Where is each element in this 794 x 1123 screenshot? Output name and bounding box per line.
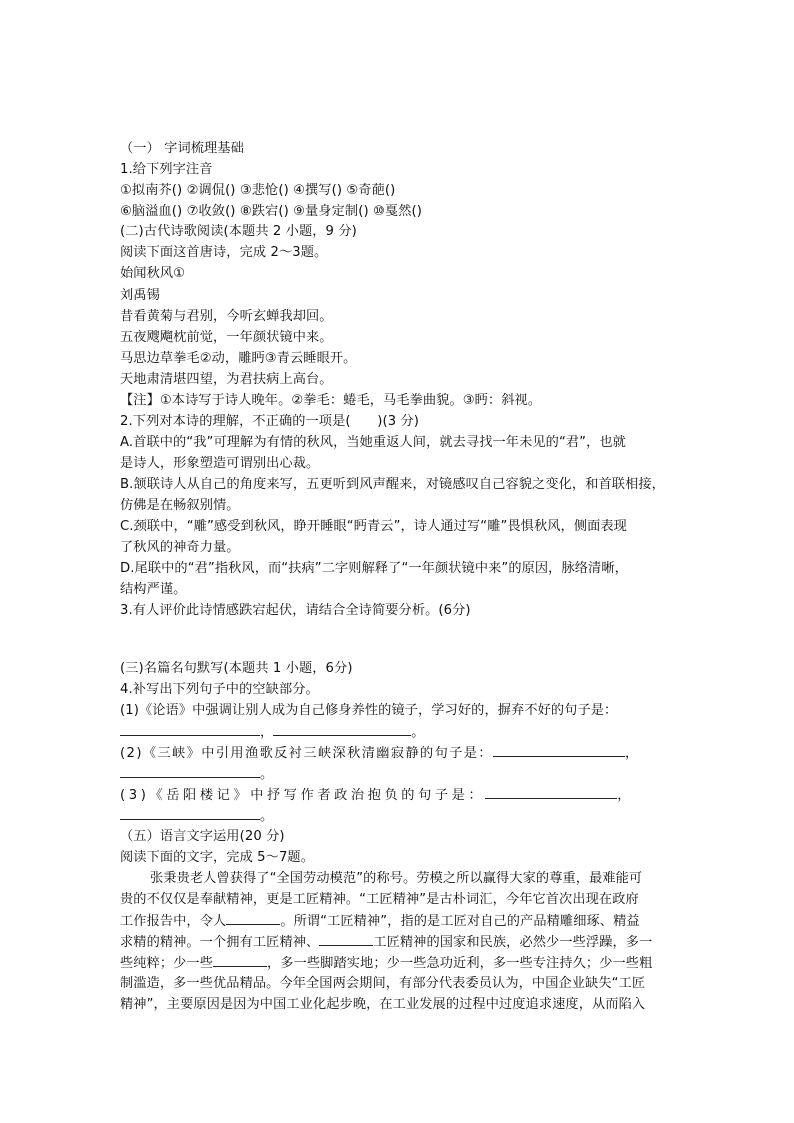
answer-blank[interactable] bbox=[273, 722, 411, 736]
option-d-line-1: D.尾联中的“君”指秋风，而“扶病”二字则解释了“一年颜状镜中来”的原因，脉络清晰， bbox=[120, 561, 628, 576]
answer-blank[interactable] bbox=[213, 953, 267, 967]
answer-blank[interactable] bbox=[485, 785, 617, 799]
answer-blank[interactable] bbox=[226, 911, 280, 925]
recite-item-1-blanks: ， 。 bbox=[120, 722, 425, 743]
poem-title: 始闻秋风① bbox=[120, 266, 186, 281]
poem-line-2: 五夜飕飗枕前觉，一年颜状镜中来。 bbox=[120, 330, 333, 345]
section-5-instruction: 阅读下面的文字，完成 5～7题。 bbox=[120, 850, 315, 865]
passage-line-7: 精神”，主要原因是因为中国工业化起步晚，在工业发展的过程中过度追求速度，从而陷入 bbox=[120, 997, 646, 1012]
option-a-line-1: A.首联中的“我”可理解为有情的秋风，当她重返人间，就去寻找一年未见的“君”，也就 bbox=[120, 435, 626, 450]
section-5-heading: （五）语言文字运用(20 分) bbox=[120, 829, 285, 844]
passage-line-3: 工作报告中，令人 。所谓“工匠精神”，指的是工匠对自己的产品精雕细琢、精益 bbox=[120, 911, 640, 932]
passage-line-6: 制滥造，多一些优品精品。今年全国两会期间，有部分代表委员认为，中国企业缺失“工匠 bbox=[120, 976, 646, 991]
question-1-row-1: ①拟南芥() ②调侃() ③悲怆() ④撰写() ⑤奇葩() bbox=[120, 183, 396, 198]
recite-item-3: (3)《岳阳楼记》中抒写作者政治抱负的句子是： ， bbox=[120, 785, 634, 806]
poem-line-4: 天地肃清堪四望，为君扶病上高台。 bbox=[120, 372, 333, 387]
option-b-line-2: 仿佛是在畅叙别情。 bbox=[120, 498, 240, 513]
answer-blank[interactable] bbox=[120, 722, 260, 736]
question-4-title: 4.补写出下列句子中的空缺部分。 bbox=[120, 682, 319, 697]
answer-blank[interactable] bbox=[120, 806, 260, 820]
passage-line-4: 求精的精神。一个拥有工匠精神、 工匠精神的国家和民族，必然少一些浮躁，多一 bbox=[120, 932, 652, 953]
option-c-line-1: C.颈联中，“雕”感受到秋风，睁开睡眼“眄青云”，诗人通过写“雕”畏惧秋风，侧面表现 bbox=[120, 519, 627, 534]
recite-item-3-blanks: 。 bbox=[120, 806, 273, 827]
question-1-row-2: ⑥脑溢血() ⑦收敛() ⑧跌宕() ⑨量身定制() ⑩戛然() bbox=[120, 204, 422, 219]
passage-line-2: 贵的不仅仅是奉献精神，更是工匠精神。“工匠精神”是古朴词汇，今年它首次出现在政府 bbox=[120, 892, 639, 907]
option-d-line-2: 结构严谨。 bbox=[120, 582, 187, 597]
option-b-line-1: B.颔联诗人从自己的角度来写，五更听到风声醒来，对镜感叹自己容貌之变化，和首联相接， bbox=[120, 477, 665, 492]
passage-line-1: 张秉贵老人曾获得了“全国劳动模范”的称号。劳模之所以赢得大家的尊重，最难能可 bbox=[150, 871, 643, 886]
poem-note: 【注】①本诗写于诗人晚年。②拳毛：蜷毛，马毛拳曲貌。③眄：斜视。 bbox=[120, 393, 542, 408]
option-a-line-2: 是诗人，形象塑造可谓别出心裁。 bbox=[120, 456, 320, 471]
recite-item-2: (2)《三峡》中引用渔歌反衬三峡深秋清幽寂静的句子是： ， bbox=[120, 743, 640, 764]
poem-author: 刘禹锡 bbox=[120, 288, 160, 303]
recite-item-1: (1)《论语》中强调让别人成为自己修身养性的镜子，学习好的，摒弃不好的句子是： bbox=[120, 703, 618, 718]
section-1-heading: （一） 字词梳理基础 bbox=[120, 141, 244, 156]
question-2-title: 2.下列对本诗的理解，不正确的一项是( )(3 分) bbox=[120, 414, 420, 429]
answer-blank[interactable] bbox=[319, 932, 373, 946]
question-1-title: 1.给下列字注音 bbox=[120, 162, 213, 177]
answer-blank[interactable] bbox=[493, 743, 625, 757]
poem-line-1: 昔看黄菊与君别，今听玄蝉我却回。 bbox=[120, 309, 333, 324]
option-c-line-2: 了秋风的神奇力量。 bbox=[120, 540, 240, 555]
poem-line-3: 马思边草拳毛②动，雕眄③青云睡眼开。 bbox=[120, 351, 357, 366]
question-3: 3.有人评价此诗情感跌宕起伏，请结合全诗简要分析。(6分) bbox=[120, 603, 471, 618]
section-2-heading: (二)古代诗歌阅读(本题共 2 小题，9 分) bbox=[120, 224, 357, 239]
passage-line-5: 些纯粹；少一些 ，多一些脚踏实地；少一些急功近利，多一些专注持久；少一些粗 bbox=[120, 953, 652, 974]
recite-item-2-blanks: 。 bbox=[120, 764, 273, 785]
section-2-instruction: 阅读下面这首唐诗，完成 2～3题。 bbox=[120, 245, 328, 260]
answer-blank[interactable] bbox=[120, 764, 260, 778]
section-3-heading: (三)名篇名句默写(本题共 1 小题，6分) bbox=[120, 661, 353, 676]
